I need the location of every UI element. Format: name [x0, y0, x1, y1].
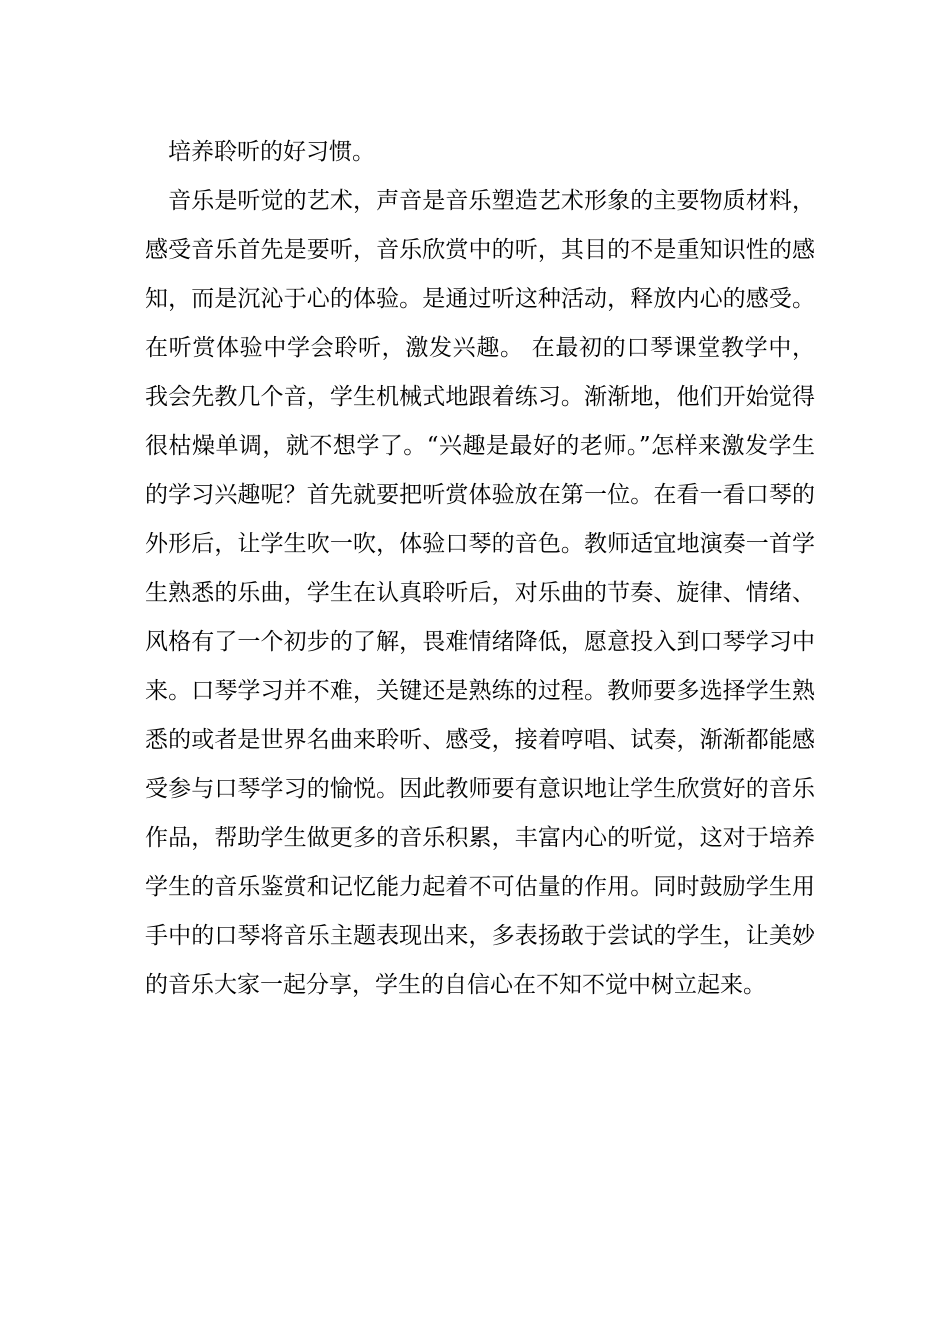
document-body	[145, 128, 815, 1010]
paragraph-text: 培养聆听的好习惯。	[168, 139, 375, 165]
paragraph-heading-line	[145, 128, 815, 177]
paragraph-text: 音乐是听觉的艺术，声音是音乐塑造艺术形象的主要物质材料，感受音乐首先是要听，音乐欣赏中的听，其目的不是重知识性的感知，而是沉沁于心的体验。是通过听这种活动，释放内心的感受。在听赏体验中学会聆听，激发兴趣。 在最初的口琴课堂教学中，我会先教几个音，学生机械式地跟着练习。渐渐地，他们开始觉得很枯燥单调，就不想学了。“兴趣是最好的老师。”怎样来激发学生的学习兴趣呢？首先就要把听赏体验放在第一位。在看一看口琴的外形后，让学生吹一吹，体验口琴的音色。教师适宜地演奏一首学生熟悉的乐曲，学生在认真聆听后，对乐曲的节奏、旋律、情绪、风格有了一个初步的了解，畏难情绪降低，愿意投入到口琴学习中来。口琴学习并不难，关键还是熟练的过程。教师要多选择学生熟悉的或者是世界名曲来聆听、感受，接着哼唱、试奏，渐渐都能感受参与口琴学习的愉悦。因此教师要有意识地让学生欣赏好的音乐作品，帮助学生做更多的音乐积累，丰富内心的听觉，这对于培养学生的音乐鉴赏和记忆能力起着不可估量的作用。同时鼓励学生用手中的口琴将音乐主题表现出来，多表扬敢于尝试的学生，让美妙的音乐大家一起分享，学生的自信心在不知不觉中树立起来。	[145, 188, 815, 998]
paragraph-body	[145, 177, 815, 1010]
